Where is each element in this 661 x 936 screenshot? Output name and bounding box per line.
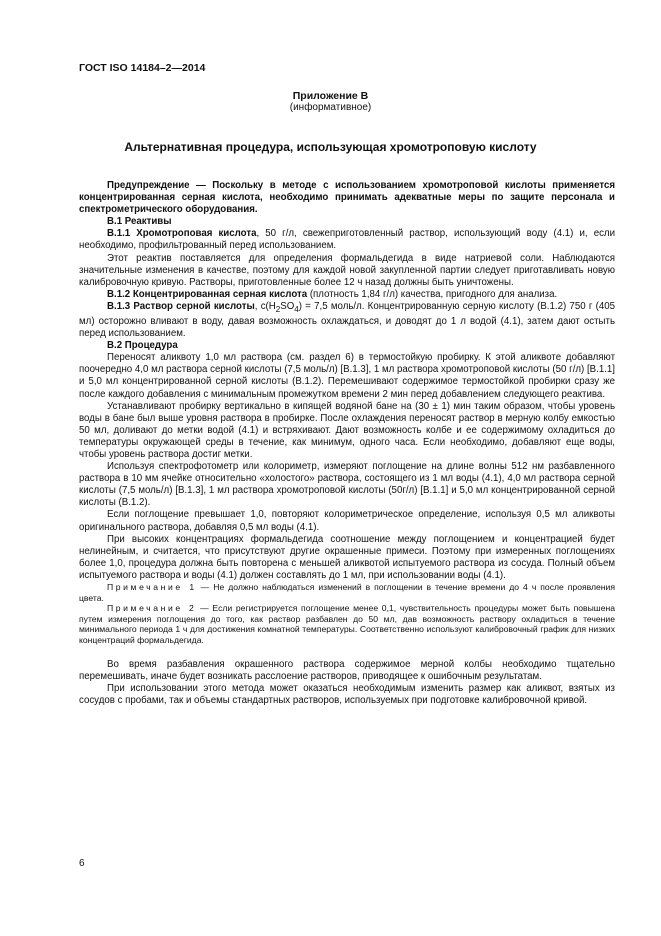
b13-text-b: SO: [280, 300, 295, 312]
note-2-label: Примечание 2: [107, 603, 197, 614]
closing-paragraph-1: Во время разбавления окрашенного раствора содержимое мерной колбы необходимо тщательно перемешивать, иначе будет возникать расслоение растворов, приводящее к ошибочным результатам.: [79, 658, 615, 682]
note-1-label: Примечание 1: [107, 582, 197, 593]
b2-paragraph-3: Используя спектрофотометр или колориметр, измеряют поглощение на длине волны 512 нм разбавленного раствора в 10 мм ячейке относительно «холостого» раствора, состоящего из 1 мл воды (4.1), 4,0 мл раствора серной кислоты (7,5 моль/л) [В.1.3], 1 мл раствора хромотроповой кислоты (50г/л) [В.1.1] и 5,0 мл концентрированной серной кислоты (В.1.2).: [79, 461, 615, 509]
warning-paragraph: Предупреждение — Поскольку в методе с использованием хромотроповой кислоты применяется концентрированная серная кислота, необходимо принимать адекватные меры по защите персонала и спектрометрического оборудования.: [79, 180, 615, 216]
b2-paragraph-1: Переносят аликвоту 1,0 мл раствора (см. раздел 6) в термостойкую пробирку. К этой аликвоте добавляют поочередно 4,0 мл раствора серной кислоты (7,5 моль/л) [В.1.3], 1 мл раствора хромотроповой кислоты (50 г/л) [В.1.1] и 5,0 мл концентрированной серной кислоты (В.1.2). Перемешивают содержимое термостойкой пробирки сразу же после каждого добавления с минимальным промежутком времени 2 мин перед добавлением следующего реактива.: [79, 352, 615, 400]
appendix-subtitle: (информативное): [289, 102, 372, 113]
document-header: ГОСТ ISO 14184–2—2014: [79, 62, 206, 74]
b2-paragraph-4: Если поглощение превышает 1,0, повторяют колориметрическое определение, используя 0,5 мл аликвоты оригинального раствора, добавляя 0,5 мл воды (4.1).: [79, 509, 615, 533]
b12-label: В.1.2 Концентрированная серная кислота: [107, 288, 308, 300]
b11-paragraph: [79, 228, 615, 252]
b2-paragraph-5: При высоких концентрациях формальдегида соотношение между поглощением и концентрацией будет нелинейным, и считается, что присутствуют другие окрашенные примеси. Поэтому при измеренных поглощениях более 1,0, процедура должна быть повторена с меньшей аликвотой испытуемого раствора из сосуда. Полный объем испытуемого раствора и воды (4.1) должен составлять до 1 мл, при использовании воды (4.1).: [79, 533, 615, 581]
note-1-text: — Не должно наблюдаться изменений в поглощении в течение времени до 4 ч после проявления цвета.: [79, 582, 615, 603]
note-2: [79, 603, 615, 645]
b11-paragraph-2: Этот реактив поставляется для определения формальдегида в виде натриевой соли. Наблюдаются значительные изменения в качестве, поэтому для каждой новой закупленной партии следует приготавливать новую калибровочную кривую. Растворы, приготовленные более 12 ч назад должны быть уничтожены.: [79, 252, 615, 288]
b13-text-a: , с(H: [254, 300, 276, 312]
b2-paragraph-2: Устанавливают пробирку вертикально в кипящей водяной бане на (30 ± 1) мин таким образом, чтобы уровень воды в бане был выше уровня раствора в пробирке. После охлаждения переносят раствор в мерную колбу емкостью 50 мл, доливают до метки водой (4.1) и встряхивают. Дают возможность колбе и ее содержимому охладиться до температуры окружающей среды в течение, как минимум, одного часа. Если необходимо, добавляют еще воды, чтобы уровень раствора достиг метки.: [79, 400, 615, 460]
b2-heading: В.2 Процедура: [107, 340, 178, 352]
b13-subscript-1: 2: [275, 304, 281, 314]
note-1: [79, 582, 615, 603]
page-number: 6: [79, 858, 85, 869]
document-body: [79, 180, 615, 707]
spacer: [79, 646, 615, 659]
b13-paragraph: [79, 301, 615, 340]
b12-paragraph: [79, 289, 615, 301]
closing-paragraph-2: При использовании этого метода может оказаться необходимым изменить размер как аликвот, взятых из сосудов с пробами, так и объемы стандартных растворов, используемых при подготовке калибровочной кривой.: [79, 682, 615, 706]
b13-label: В.1.3 Раствор серной кислоты: [107, 300, 255, 312]
section-title: Альтернативная процедура, использующая хромотроповую кислоту: [124, 140, 537, 154]
b11-label: В.1.1 Хромотроповая кислота: [107, 228, 257, 240]
b1-heading: В.1 Реактивы: [107, 216, 172, 228]
appendix-title: Приложение В: [292, 90, 369, 102]
note-2-text: — Если регистрируется поглощение менее 0,1, чувствительность процедуры может быть повышена путем измерения поглощения до того, как раствор разбавлен до 50 мл, дав возможность раствору охладиться в течение минимального периода 1 ч для достижения комнатной температуры. Соответственно используют калибровочный график для низких концентраций формальдегида.: [79, 603, 615, 645]
b13-subscript-2: 4: [294, 304, 299, 314]
b12-text: (плотность 1,84 г/л) качества, пригодного для анализа.: [307, 288, 558, 300]
b11-text: , 50 г/л, свежеприготовленный раствор, использующий воду (4.1) и, если необходимо, профильтрованный перед использованием.: [79, 228, 615, 252]
b13-text-c: ) = 7,5 моль/л. Концентрированную серную кислоту (В.1.2) 750 г (405 мл) осторожно вливают в воду, давая возможность охлаждаться, и доводят до 1 л водой (4.1), затем дают остыть перед использованием.: [79, 300, 616, 340]
